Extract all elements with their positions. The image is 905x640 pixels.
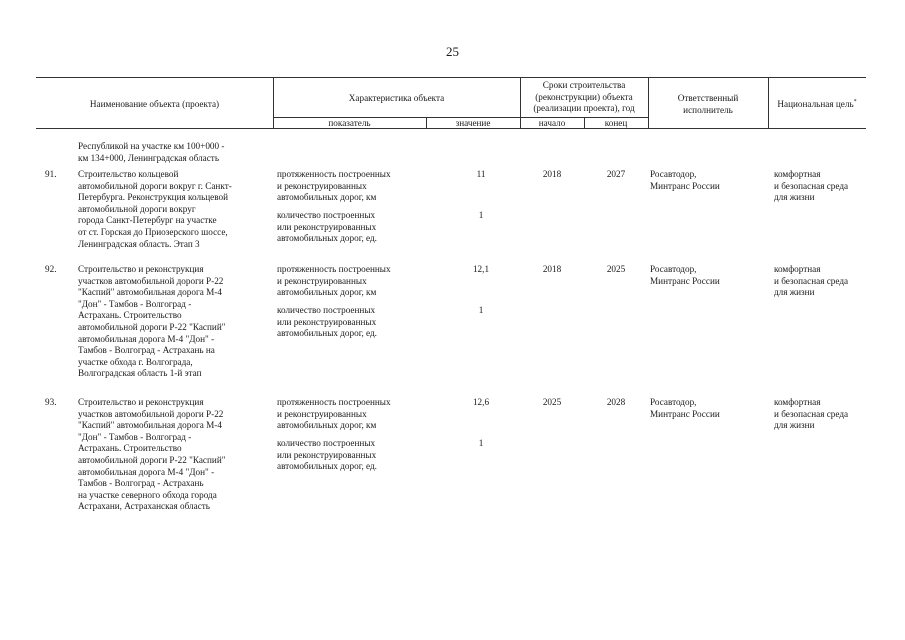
value-count: 1 [478,438,484,448]
object-name: Строительство кольцевой автомобильной дороги вокруг г. Санкт- Петербурга. Реконструкция кольцевой автомобильной дороги вокруг города Санкт-Петербург на участке от ст. Горская до Приозерского шоссе, Ленинградская область. Этап 3 [78,169,232,249]
start-year: 2025 [542,397,562,407]
header-executor: Ответственный исполнитель [677,93,739,115]
end-year: 2027 [606,169,626,179]
indicator-count: количество построенных или реконструированных автомобильных дорог, ед. [277,305,377,339]
row-number: 93. [45,397,57,407]
header-name: Наименование объекта (проекта) [89,99,220,109]
responsible-executor: Росавтодор, Минтранс России [650,397,720,419]
header-goal-text: Национальная цель [777,99,854,110]
indicator-length: протяженность построенных и реконструированных автомобильных дорог, км [277,264,391,298]
header-indicator: показатель [328,118,371,128]
indicator-count: количество построенных или реконструированных автомобильных дорог, ед. [277,438,377,472]
row-number: 91. [45,169,57,179]
table-top-border [36,77,866,78]
table-row [36,264,866,389]
header-characteristic: Характеристика объекта [348,93,445,103]
value-length: 12,1 [472,264,490,274]
end-year: 2025 [606,264,626,274]
responsible-executor: Росавтодор, Минтранс России [650,169,720,191]
value-count: 1 [478,210,484,220]
table-row [36,169,866,259]
national-goal: комфортная и безопасная среда для жизни [774,169,849,203]
indicator-length: протяженность построенных и реконструированных автомобильных дорог, км [277,169,391,203]
indicator-length: протяженность построенных и реконструированных автомобильных дорог, км [277,397,391,431]
row-number: 92. [45,264,57,274]
page-number: 25 [446,44,459,59]
header-goal [768,99,866,111]
start-year: 2018 [542,264,562,274]
value-length: 12,6 [472,397,490,407]
header-start: начало [538,118,566,128]
header-end: конец [604,118,628,128]
national-goal: комфортная и безопасная среда для жизни [774,397,849,431]
indicator-count: количество построенных или реконструированных автомобильных дорог, ед. [277,210,377,244]
responsible-executor: Росавтодор, Минтранс России [650,264,720,286]
end-year: 2028 [606,397,626,407]
value-count: 1 [478,305,484,315]
object-name: Строительство и реконструкция участков автомобильной дороги Р-22 "Каспий" автомобильная дорога М-4 "Дон" - Тамбов - Волгоград - Астрахань. Строительство автомобильной дороги Р-22 "Каспий" автомобильная дорога М-4 "Дон" - Тамбов - Волгоград - Астрахань на участке северного обхода города Астрахани, Астраханская область [78,397,226,512]
continuation-text: Республикой на участке км 100+000 - км 134+000, Ленинградская область [78,141,225,163]
header-goal-mark: * [853,99,857,105]
object-name: Строительство и реконструкция участков автомобильной дороги Р-22 "Каспий" автомобильная дорога М-4 "Дон" - Тамбов - Волгоград - Астрахань. Строительство автомобильной дороги Р-22 "Каспий" автомобильная дорога М-4 "Дон" - Тамбов - Волгоград - Астрахань на участке обхода г. Волгограда, Волгоградская область 1-й этап [78,264,226,379]
header-terms: Сроки строительства (реконструкции) объекта (реализации проекта), год [533,80,635,114]
national-goal: комфортная и безопасная среда для жизни [774,264,849,298]
table-row [36,397,866,522]
header-value: значение [455,118,491,128]
value-length: 11 [476,169,486,179]
start-year: 2018 [542,169,562,179]
